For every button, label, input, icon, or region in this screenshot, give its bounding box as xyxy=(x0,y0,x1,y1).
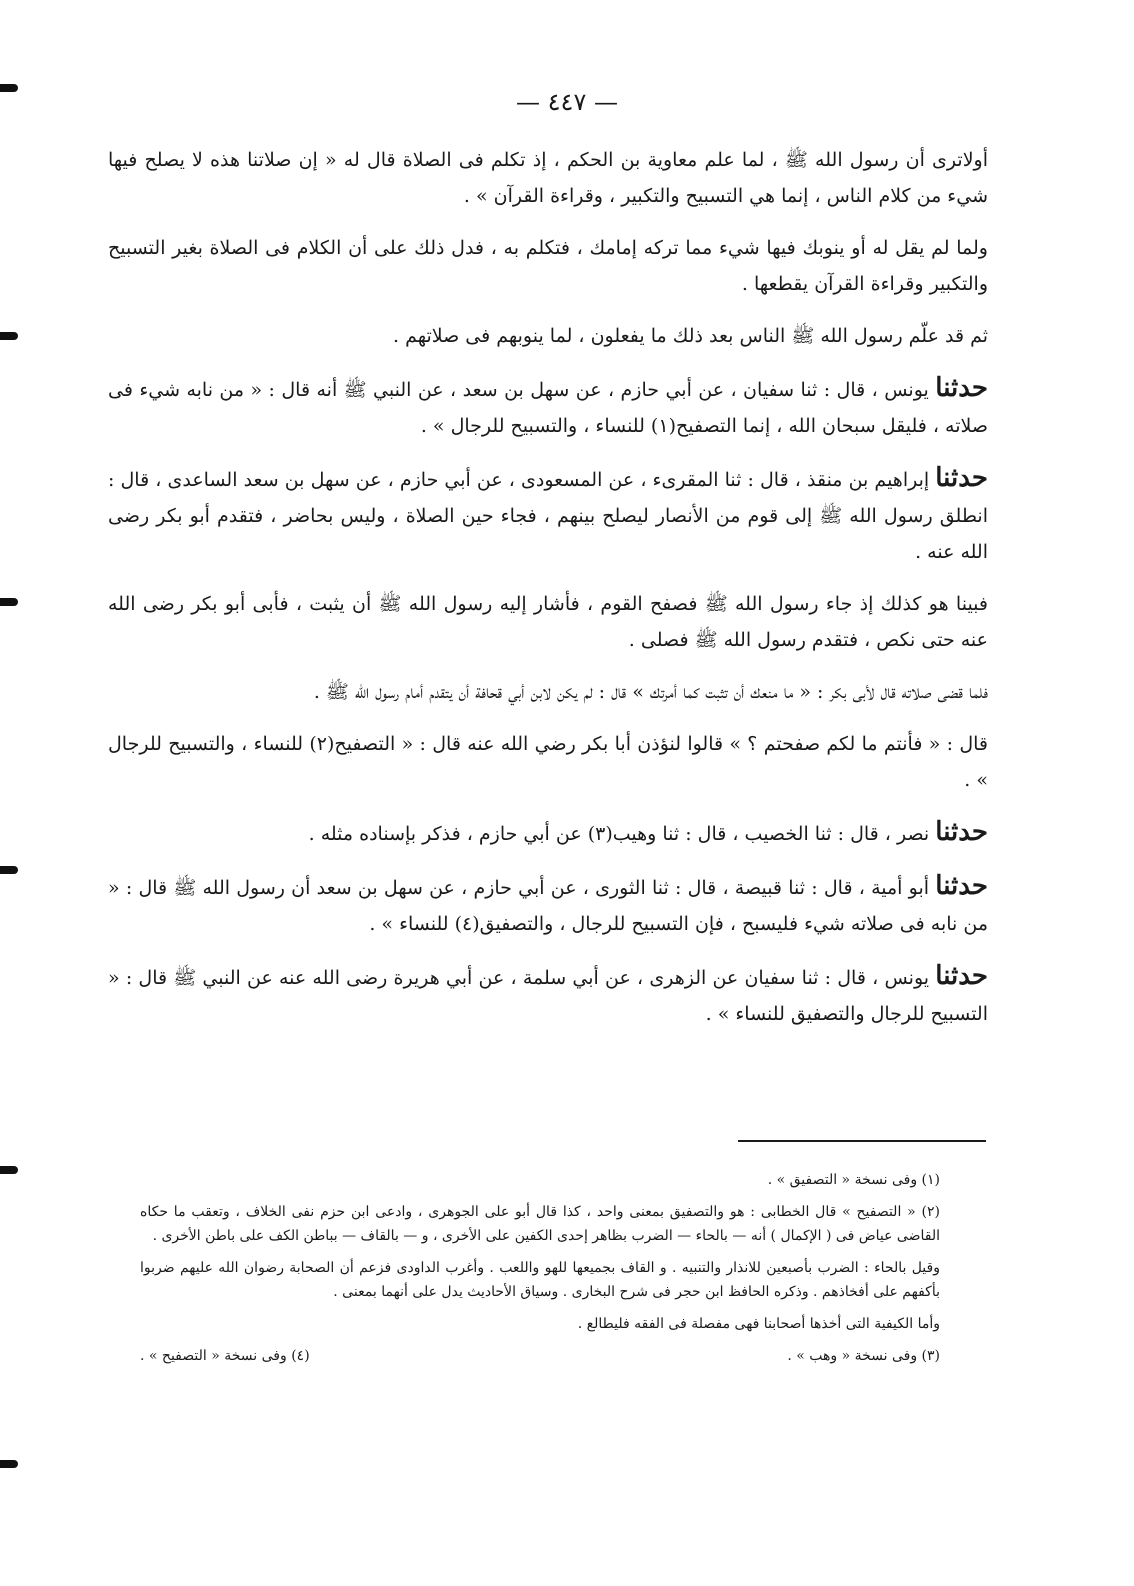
paragraph-1 xyxy=(108,142,988,214)
footnote-4: (٤) وفى نسخة « التصفيح » . xyxy=(140,1348,310,1364)
page-number: — ٤٤٧ — xyxy=(516,88,618,116)
hadith-lead-word: حدثنا xyxy=(935,463,988,493)
paragraph-text: يونس ، قال : ثنا سفيان عن الزهرى ، عن أبي سلمة ، عن أبي هريرة رضى الله عنه عن النبي ﷺ قال : « التسبيح للرجال والتصفيق للنساء » . xyxy=(108,967,988,1025)
paragraph-text: إبراهيم بن منقذ ، قال : ثنا المقرىء ، عن المسعودى ، عن أبي حازم ، عن سهل بن سعد الساعدى ، قال : انطلق رسول الله ﷺ إلى قوم من الأنصار ليصلح بينهم ، فجاء حين الصلاة ، وليس بحاضر ، فتقدم أبو بكر رضى الله عنه . xyxy=(108,469,988,563)
footnote-3: (٣) وفى نسخة « وهب » . xyxy=(787,1348,940,1364)
paragraph-text: أبو أمية ، قال : ثنا قبيصة ، قال : ثنا الثورى ، عن أبي حازم ، عن سهل بن سعد أن رسول الله ﷺ قال : « من نابه فى صلاته شيء فليسبح ، فإن التسبيح للرجال ، والتصفيق(٤) للنساء » . xyxy=(108,877,988,935)
binding-mark xyxy=(0,598,18,606)
paragraph-5 xyxy=(108,460,988,570)
paragraph-7 xyxy=(108,674,988,710)
paragraph-3 xyxy=(108,318,988,354)
footnote-row xyxy=(140,1344,940,1368)
hadith-lead-word: حدثنا xyxy=(935,373,988,403)
paragraph-9 xyxy=(108,814,988,852)
paragraph-text: فلما قضى صلاته قال لأبى بكر : « ما منعك أن تثبت كما أمرتك » قال : لم يكن لابن أبي قحافة أن يتقدم أمام رسول الله ﷺ . xyxy=(313,681,988,703)
main-text xyxy=(108,142,988,1048)
paragraph-6 xyxy=(108,586,988,658)
paragraph-text: نصر ، قال : ثنا الخصيب ، قال : ثنا وهيب(٣) عن أبي حازم ، فذكر بإسناده مثله . xyxy=(308,823,930,845)
hadith-lead-word: حدثنا xyxy=(935,817,988,847)
footnote-2-end: وأما الكيفية التى أخذها أصحابنا فهى مفصلة فى الفقه فليطالع . xyxy=(577,1316,940,1332)
footnote-2: (٢) « التصفيح » قال الخطابى : هو والتصفيق بمعنى واحد ، كذا قال أبو على الجوهرى ، وادعى ابن حزم نفى الخلاف ، وتعقب ما حكاه القاضى عياض فى ( الإكمال ) أنه — بالحاء — الضرب بظاهر إحدى الكفين على الأخرى ، و — بالقاف — بباطن الكف على باطن الأخرى . xyxy=(140,1204,940,1244)
hadith-lead-word: حدثنا xyxy=(935,871,988,901)
paragraph-text: قال : « فأنتم ما لكم صفحتم ؟ » قالوا لنؤذن أبا بكر رضي الله عنه قال : « التصفيح(٢) للنساء ، والتسبيح للرجال » . xyxy=(108,733,989,791)
paragraph-text: فبينا هو كذلك إذ جاء رسول الله ﷺ فصفح القوم ، فأشار إليه رسول الله ﷺ أن يثبت ، فأبى أبو بكر رضى الله عنه حتى نكص ، فتقدم رسول الله ﷺ فصلى . xyxy=(108,593,988,651)
footnote-1: (١) وفى نسخة « التصفيق » . xyxy=(767,1172,940,1188)
binding-mark xyxy=(0,332,18,340)
paragraph-2 xyxy=(108,230,988,302)
paragraph-text: يونس ، قال : ثنا سفيان ، عن أبي حازم ، عن سهل بن سعد ، عن النبي ﷺ أنه قال : « من نابه شيء فى صلاته ، فليقل سبحان الله ، إنما التصفيح(١) للنساء ، والتسبيح للرجال » . xyxy=(108,379,988,437)
paragraph-4 xyxy=(108,370,988,444)
paragraph-10 xyxy=(108,868,988,942)
footnote-2-continued: وقيل بالحاء : الضرب بأصبعين للانذار والتنبيه . و القاف بجميعها للهو واللعب . وأغرب الداودى فزعم أن الصحابة رضوان الله عليهم ضربوا بأكفهم على أفخاذهم . وذكره الحافظ ابن حجر فى شرح البخارى . وسياق الأحاديث يدل على أنهما بمعنى . xyxy=(140,1260,940,1300)
paragraph-text: ولما لم يقل له أو ينوبك فيها شيء مما تركه إمامك ، فتكلم به ، فدل ذلك على أن الكلام فى الصلاة بغير التسبيح والتكبير وقراءة القرآن يقطعها . xyxy=(108,237,988,295)
binding-mark xyxy=(0,866,18,874)
paragraph-text: ثم قد علّم رسول الله ﷺ الناس بعد ذلك ما يفعلون ، لما ينوبهم فى صلاتهم . xyxy=(392,325,988,347)
binding-mark xyxy=(0,84,18,92)
footnotes xyxy=(140,1168,940,1368)
binding-mark xyxy=(0,1460,18,1468)
paragraph-11 xyxy=(108,958,988,1032)
paragraph-8 xyxy=(108,726,988,798)
hadith-lead-word: حدثنا xyxy=(935,961,988,991)
binding-mark xyxy=(0,1166,18,1174)
footnote-divider xyxy=(738,1140,986,1142)
paragraph-text: أولاترى أن رسول الله ﷺ ، لما علم معاوية بن الحكم ، إذ تكلم فى الصلاة قال له « إن صلاتنا هذه لا يصلح فيها شيء من كلام الناس ، إنما هي التسبيح والتكبير ، وقراءة القرآن » . xyxy=(108,149,988,207)
